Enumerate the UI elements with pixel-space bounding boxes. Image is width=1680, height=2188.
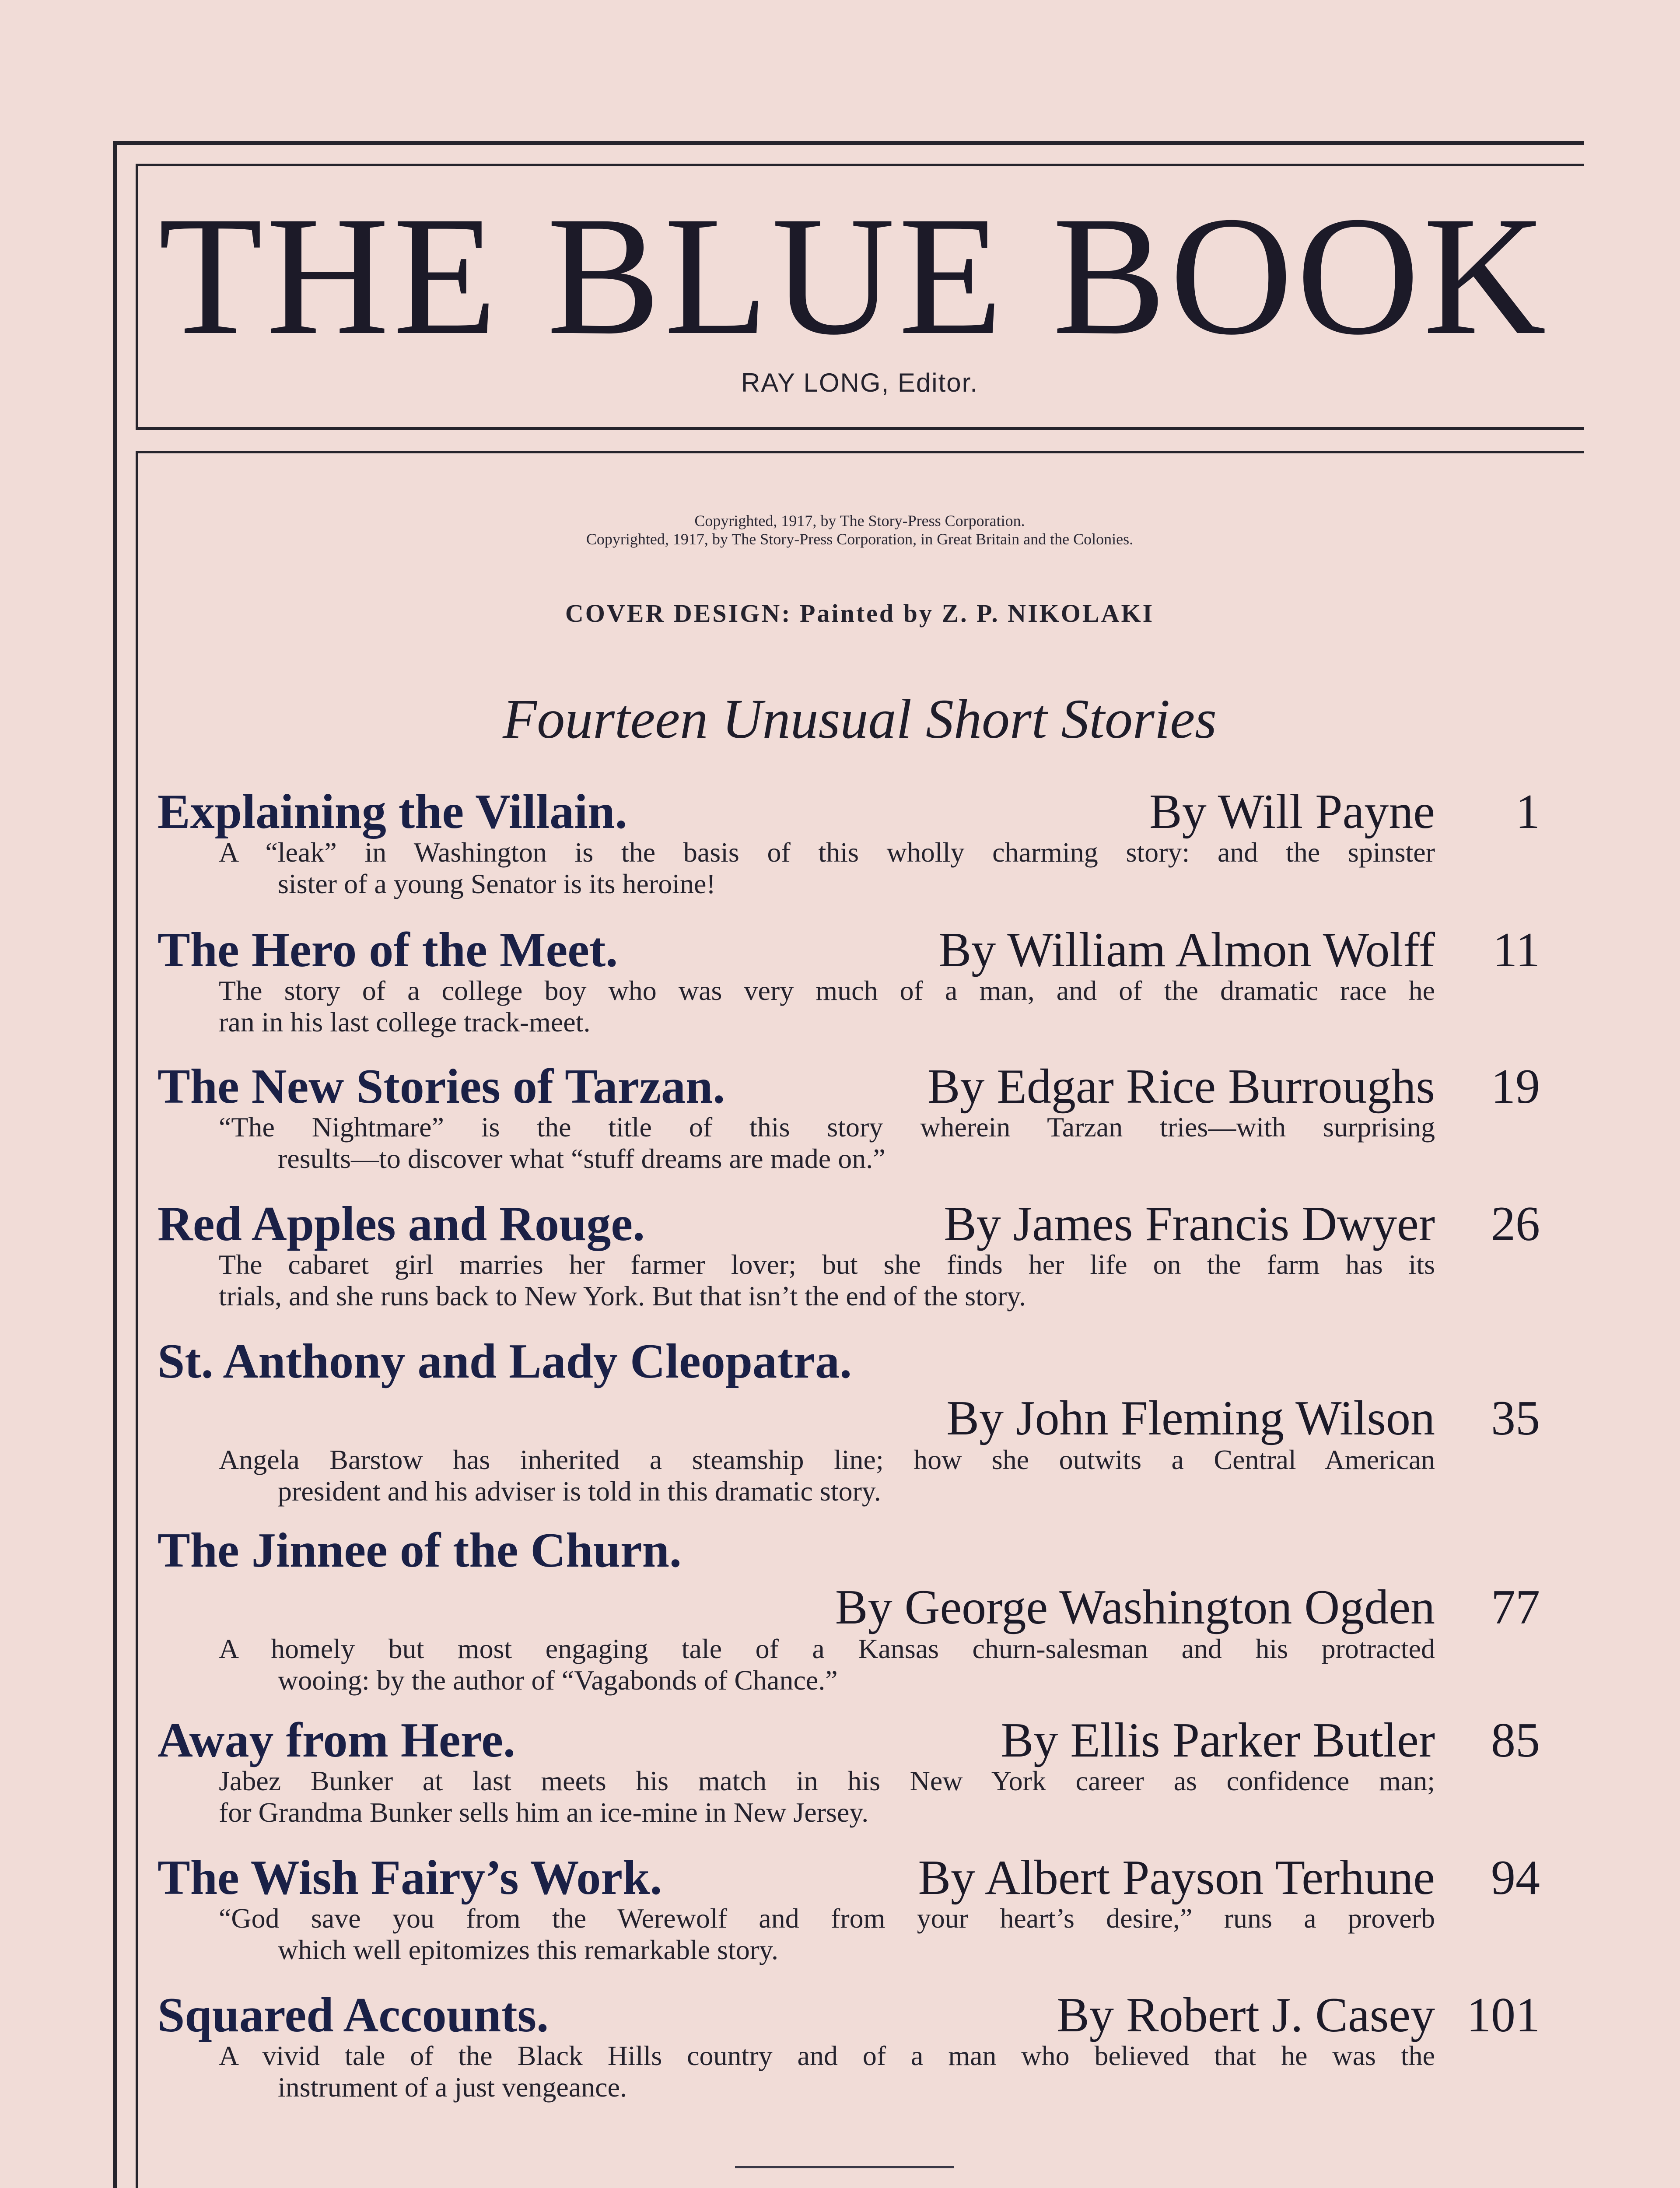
story-description: [219, 1444, 1435, 1507]
description-line: “The Nightmare” is the title of this story wherein Tarzan tries—with surprising: [219, 1112, 1435, 1143]
editor-credit: RAY LONG, Editor.: [741, 368, 978, 397]
section-divider: [735, 2166, 954, 2168]
story-entry: [158, 1058, 1540, 1189]
story-entry: [158, 1987, 1540, 2118]
description-line: “God save you from the Werewolf and from your heart’s desire,” runs a proverb: [219, 1903, 1435, 1934]
cover-design-credit: COVER DESIGN: Painted by Z. P. NIKOLAKI: [565, 599, 1155, 628]
story-description: [219, 1765, 1435, 1828]
story-author: By Ellis Parker Butler: [1001, 1713, 1435, 1767]
story-author: By James Francis Dwyer: [944, 1197, 1435, 1251]
story-author: By Edgar Rice Burroughs: [927, 1059, 1435, 1114]
story-description: [219, 2040, 1435, 2103]
story-title: The Wish Fairy’s Work.: [158, 1851, 662, 1905]
story-title: Explaining the Villain.: [158, 785, 627, 839]
story-page-number: 77: [1491, 1580, 1540, 1634]
story-page-number: 19: [1491, 1059, 1540, 1114]
story-entry: [158, 783, 1540, 915]
story-author: By Robert J. Casey: [1057, 1988, 1435, 2042]
story-page-number: 35: [1491, 1391, 1540, 1445]
content-top-rule: [136, 451, 1584, 453]
section-heading: Fourteen Unusual Short Stories: [503, 688, 1217, 750]
story-title: The Hero of the Meet.: [158, 923, 618, 977]
story-description: [219, 1112, 1435, 1175]
description-line: A “leak” in Washington is the basis of this wholly charming story: and the spinster: [219, 837, 1435, 868]
story-page-number: 85: [1491, 1713, 1540, 1767]
story-entry: [158, 1196, 1540, 1327]
description-line: which well epitomizes this remarkable story.: [278, 1934, 778, 1965]
description-line: The cabaret girl marries her farmer lover; but she finds her life on the farm has its: [219, 1249, 1435, 1280]
story-title: Squared Accounts.: [158, 1988, 549, 2042]
description-line: sister of a young Senator is its heroine!: [278, 868, 716, 899]
story-page-number: 94: [1491, 1851, 1540, 1905]
description-line: results—to discover what “stuff dreams are made on.”: [278, 1143, 886, 1174]
story-description: [219, 1633, 1435, 1696]
copyright-line-1: Copyrighted, 1917, by The Story-Press Corporation.: [694, 512, 1025, 529]
story-title: St. Anthony and Lady Cleopatra.: [158, 1334, 852, 1389]
story-author: By Will Payne: [1149, 785, 1435, 839]
description-line: Angela Barstow has inherited a steamship line; how she outwits a Central American: [219, 1444, 1435, 1475]
story-description: [219, 1903, 1435, 1966]
story-title: Red Apples and Rouge.: [158, 1197, 645, 1251]
description-line: trials, and she runs back to New York. But that isn’t the end of the story.: [219, 1280, 1026, 1311]
story-page-number: 26: [1491, 1197, 1540, 1251]
story-author: By William Almon Wolff: [938, 923, 1435, 977]
story-description: [219, 1249, 1435, 1312]
story-page-number: 101: [1466, 1988, 1540, 2042]
story-title: Away from Here.: [158, 1713, 515, 1767]
story-entry: [158, 1712, 1540, 1843]
story-author: By George Washington Ogden: [835, 1580, 1435, 1634]
story-entry: [158, 1333, 1540, 1521]
story-author: By Albert Payson Terhune: [918, 1851, 1435, 1905]
description-line: president and his adviser is told in this dramatic story.: [278, 1476, 881, 1507]
story-description: [219, 837, 1435, 900]
story-title: The Jinnee of the Churn.: [158, 1523, 682, 1578]
story-entry: [158, 922, 1540, 1053]
description-line: The story of a college boy who was very much of a man, and of the dramatic race he: [219, 975, 1435, 1006]
description-line: A homely but most engaging tale of a Kansas churn-salesman and his protracted: [219, 1633, 1435, 1664]
story-page-number: 1: [1516, 785, 1540, 839]
story-author: By John Fleming Wilson: [946, 1391, 1435, 1445]
description-line: instrument of a just vengeance.: [278, 2072, 627, 2103]
magazine-title: THE BLUE BOOK: [158, 181, 1550, 370]
description-line: for Grandma Bunker sells him an ice-mine in New Jersey.: [219, 1797, 869, 1828]
title-bottom-rule: [136, 427, 1584, 430]
story-entry: [158, 1849, 1540, 1981]
description-line: wooing: by the author of “Vagabonds of Chance.”: [278, 1665, 838, 1696]
story-entry: [158, 1522, 1540, 1710]
description-line: ran in his last college track-meet.: [219, 1006, 591, 1038]
description-line: Jabez Bunker at last meets his match in his New York career as confidence man;: [219, 1765, 1435, 1796]
story-page-number: 11: [1493, 923, 1540, 977]
description-line: A vivid tale of the Black Hills country and of a man who believed that he was the: [219, 2040, 1435, 2071]
story-title: The New Stories of Tarzan.: [158, 1059, 725, 1114]
top-rule: [113, 141, 1584, 145]
copyright-line-2: Copyrighted, 1917, by The Story-Press Corporation, in Great Britain and the Colonies.: [586, 530, 1134, 548]
story-description: [219, 975, 1435, 1038]
